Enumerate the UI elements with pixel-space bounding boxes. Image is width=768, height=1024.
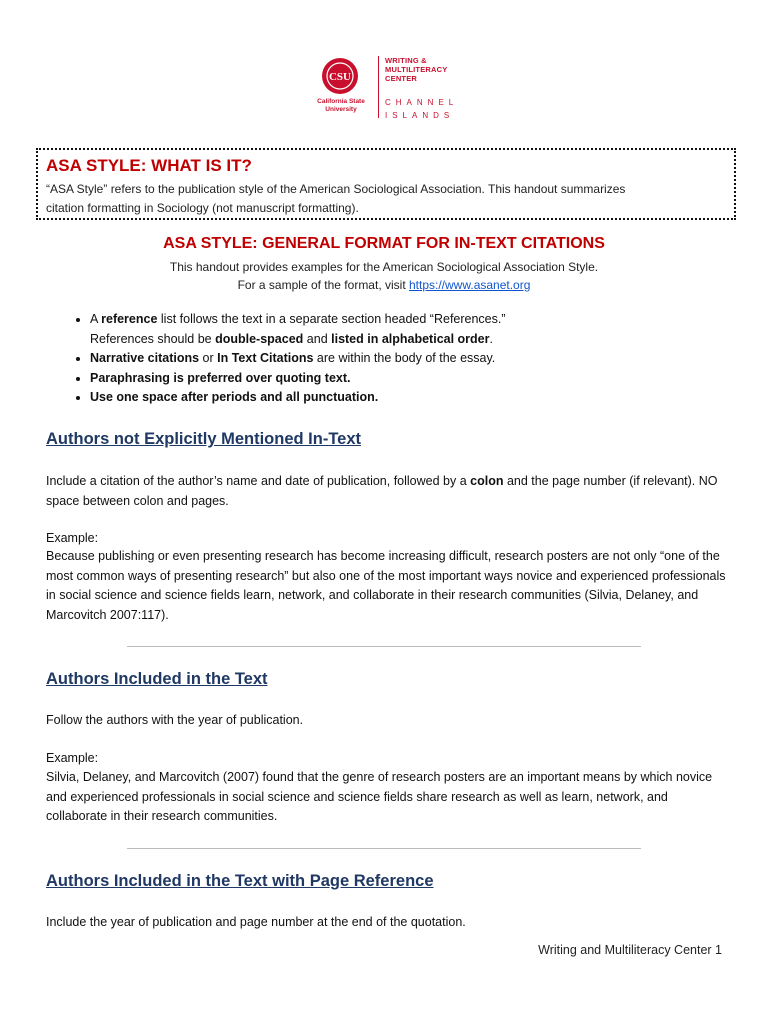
center-logo <box>310 52 480 122</box>
what-is-it-heading: ASA STYLE: WHAT IS IT? <box>46 156 252 175</box>
section-divider <box>127 646 641 647</box>
university-name: California State University <box>317 98 365 113</box>
list-item: • Use one space after periods and all punctuation. <box>90 388 730 408</box>
section-divider <box>127 848 641 849</box>
section1-instruction: Include a citation of the author’s name and date of publication, followed by a colon and the page number (if relevant). NO space between colon and pages. <box>46 474 718 508</box>
section2-instruction: Follow the authors with the year of publication. <box>46 713 304 727</box>
list-item: • A reference list follows the text in a separate section headed “References.” References should be double-spaced and listed in alphabetical order. <box>90 310 730 349</box>
section3-instruction: Include the year of publication and page number at the end of the quotation. <box>46 915 466 929</box>
section-heading-page-reference: Authors Included in the Text with Page Reference <box>46 872 434 890</box>
format-rules-list <box>52 310 730 408</box>
what-is-it-text: “ASA Style” refers to the publication style of the American Sociological Association. This handout summarizes citation formatting in Sociology (not manuscript formatting). <box>46 182 626 215</box>
section2-example: Silvia, Delaney, and Marcovitch (2007) found that the genre of research posters are an important means by which novice and experienced professionals in social science and science fields share research as well as learn, network, and collaborate in their research communities. <box>46 770 713 823</box>
csu-seal-icon <box>322 58 358 94</box>
section1-example-label: Example: <box>46 531 99 545</box>
seal-text: CSU <box>328 71 352 83</box>
list-item: • Paraphrasing is preferred over quoting text. <box>90 369 730 389</box>
asanet-link[interactable]: https://www.asanet.org <box>409 278 531 292</box>
page-footer: Writing and Multiliteracy Center 1 <box>538 943 722 957</box>
section1-example: Because publishing or even presenting research has become increasing difficult, research posters are not only “one of the most common ways of presenting research” but also one of the most important ways novice and experienced professionals in social science and science fields learn, network, and collaborate in their research communities (Silvia, Delaney, and Marcovitch 2007:117). <box>46 549 726 622</box>
list-item: • Narrative citations or In Text Citations are within the body of the essay. <box>90 349 730 369</box>
section-heading-not-mentioned: Authors not Explicitly Mentioned In-Text <box>46 430 362 448</box>
section2-example-label: Example: <box>46 751 99 765</box>
campus-name: CHANNEL ISLANDS <box>385 98 459 120</box>
general-format-title: ASA STYLE: GENERAL FORMAT FOR IN-TEXT CITATIONS <box>163 235 605 252</box>
section-heading-included: Authors Included in the Text <box>46 670 268 688</box>
logo-divider <box>378 56 379 118</box>
what-is-it-box <box>36 148 736 220</box>
center-name: WRITING & MULTILITERACY CENTER <box>385 56 448 83</box>
general-format-subtitle: This handout provides examples for the American Sociological Association Style. For a sample of the format, visit https://www.asanet.org <box>169 260 599 292</box>
